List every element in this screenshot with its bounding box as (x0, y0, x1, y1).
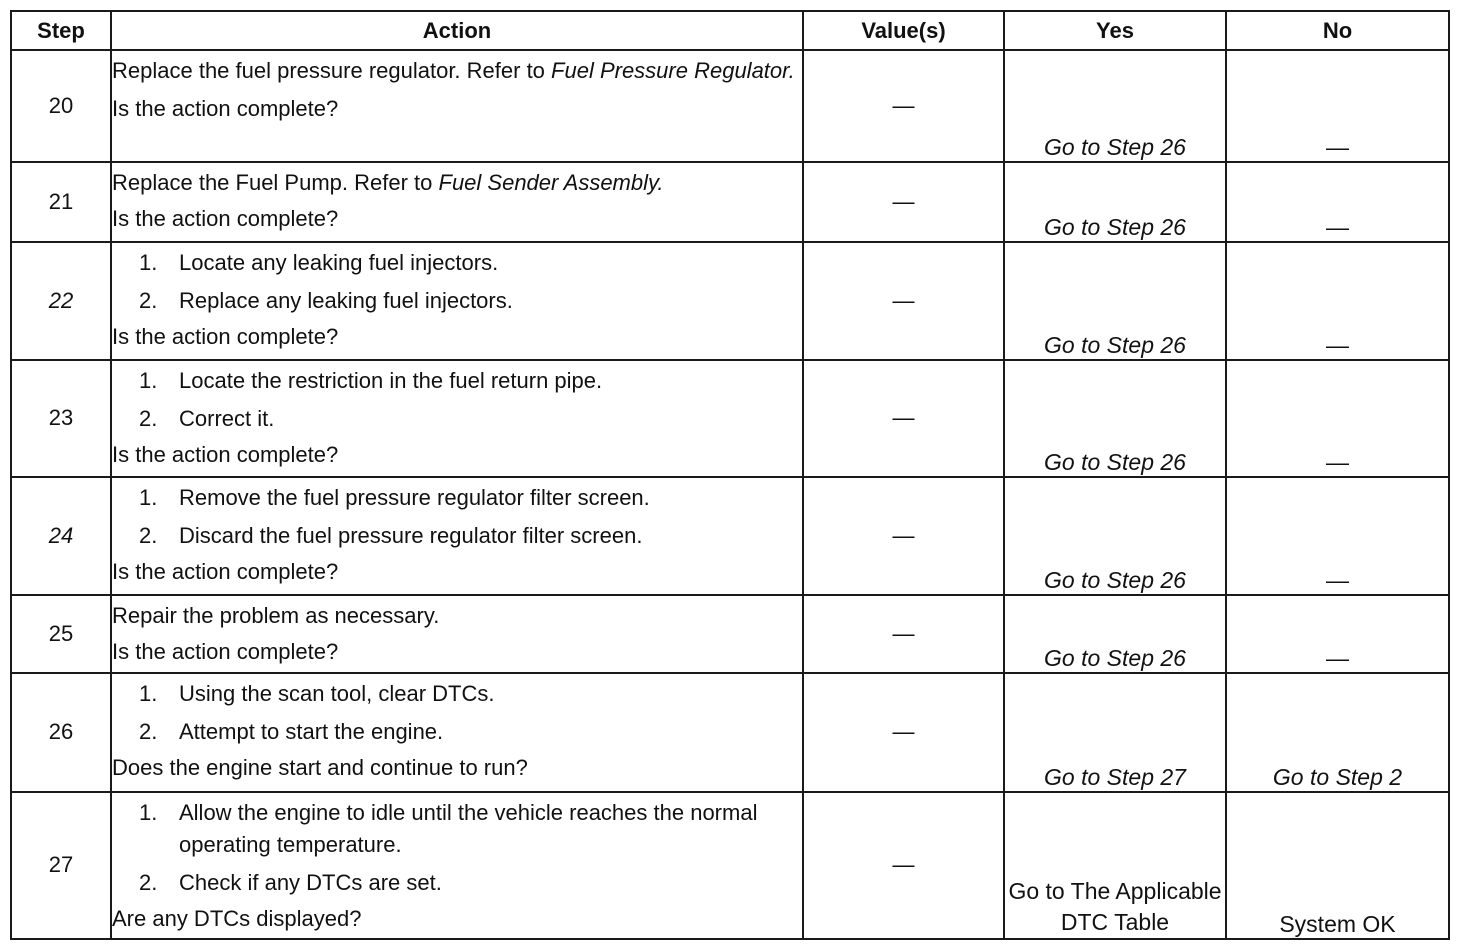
action-text: Repair the problem as necessary. (112, 603, 440, 629)
action-cell (111, 50, 803, 162)
no-cell: — (1226, 360, 1449, 477)
header-values: Value(s) (803, 11, 1004, 50)
value-cell: — (803, 673, 1004, 791)
yes-cell: Go to Step 26 (1004, 50, 1226, 162)
table-row (11, 162, 1449, 242)
list-item: 1. Allow the engine to idle until the vehicle reaches the normal operating temperature. (139, 799, 758, 857)
step-number: 22 (11, 242, 111, 359)
action-question: Does the engine start and continue to run? (112, 755, 528, 781)
action-question: Is the action complete? (112, 441, 339, 467)
no-cell: — (1226, 477, 1449, 595)
header-no: No (1226, 11, 1449, 50)
list-item: 1. Locate any leaking fuel injectors. (139, 250, 499, 276)
action-question: Are any DTCs displayed? (112, 905, 362, 931)
yes-cell: Go to Step 26 (1004, 162, 1226, 242)
action-text (112, 55, 802, 87)
list-item: 2. Correct it. (139, 405, 275, 431)
table-row (11, 595, 1449, 673)
action-reference: Fuel Sender Assembly. (438, 170, 664, 196)
list-item: 2. Replace any leaking fuel injectors. (139, 288, 513, 314)
table-row (11, 360, 1449, 477)
value-cell: — (803, 477, 1004, 595)
value-cell: — (803, 595, 1004, 673)
action-cell (111, 477, 803, 595)
yes-cell: Go to Step 27 (1004, 673, 1226, 791)
yes-cell: Go to The Applicable DTC Table (1004, 792, 1226, 939)
action-question: Is the action complete? (112, 206, 339, 232)
no-cell: — (1226, 595, 1449, 673)
action-question: Is the action complete? (112, 324, 339, 350)
step-number: 26 (11, 673, 111, 791)
step-number: 25 (11, 595, 111, 673)
action-cell (111, 673, 803, 791)
list-item: 2. Attempt to start the engine. (139, 719, 444, 745)
header-row (11, 11, 1449, 50)
action-question: Is the action complete? (112, 639, 339, 665)
list-item: 1. Using the scan tool, clear DTCs. (139, 681, 495, 707)
table-row (11, 242, 1449, 359)
action-question: Is the action complete? (112, 96, 339, 121)
no-cell: Go to Step 2 (1226, 673, 1449, 791)
table-row (11, 792, 1449, 939)
step-number: 20 (11, 50, 111, 162)
no-cell: — (1226, 162, 1449, 242)
header-action: Action (111, 11, 803, 50)
step-number: 23 (11, 360, 111, 477)
action-instruction: Replace the fuel pressure regulator. Refer to (112, 58, 552, 83)
yes-cell: Go to Step 26 (1004, 242, 1226, 359)
header-step: Step (11, 11, 111, 50)
yes-cell: Go to Step 26 (1004, 595, 1226, 673)
step-number: 21 (11, 162, 111, 242)
yes-cell: Go to Step 26 (1004, 360, 1226, 477)
value-cell: — (803, 242, 1004, 359)
value-cell: — (803, 792, 1004, 939)
action-text (112, 167, 802, 199)
table-row (11, 50, 1449, 162)
table-row (11, 477, 1449, 595)
diagnostic-table (10, 10, 1450, 940)
action-cell (111, 360, 803, 477)
no-cell: System OK (1226, 792, 1449, 939)
no-cell: — (1226, 50, 1449, 162)
action-cell (111, 162, 803, 242)
value-cell: — (803, 360, 1004, 477)
yes-cell: Go to Step 26 (1004, 477, 1226, 595)
action-cell (111, 595, 803, 673)
action-reference: Fuel Pressure Regulator. (551, 58, 795, 83)
action-instruction: Replace the Fuel Pump. Refer to (112, 170, 439, 196)
list-item: 1. Locate the restriction in the fuel return pipe. (139, 367, 603, 393)
header-yes: Yes (1004, 11, 1226, 50)
list-item: 2. Discard the fuel pressure regulator filter screen. (139, 522, 643, 548)
table-row (11, 673, 1449, 791)
value-cell: — (803, 50, 1004, 162)
step-number: 24 (11, 477, 111, 595)
action-cell (111, 792, 803, 939)
list-item: 1. Remove the fuel pressure regulator filter screen. (139, 484, 650, 510)
action-question: Is the action complete? (112, 558, 339, 584)
value-cell: — (803, 162, 1004, 242)
list-item: 2. Check if any DTCs are set. (139, 869, 442, 895)
no-cell: — (1226, 242, 1449, 359)
step-number: 27 (11, 792, 111, 939)
action-cell (111, 242, 803, 359)
